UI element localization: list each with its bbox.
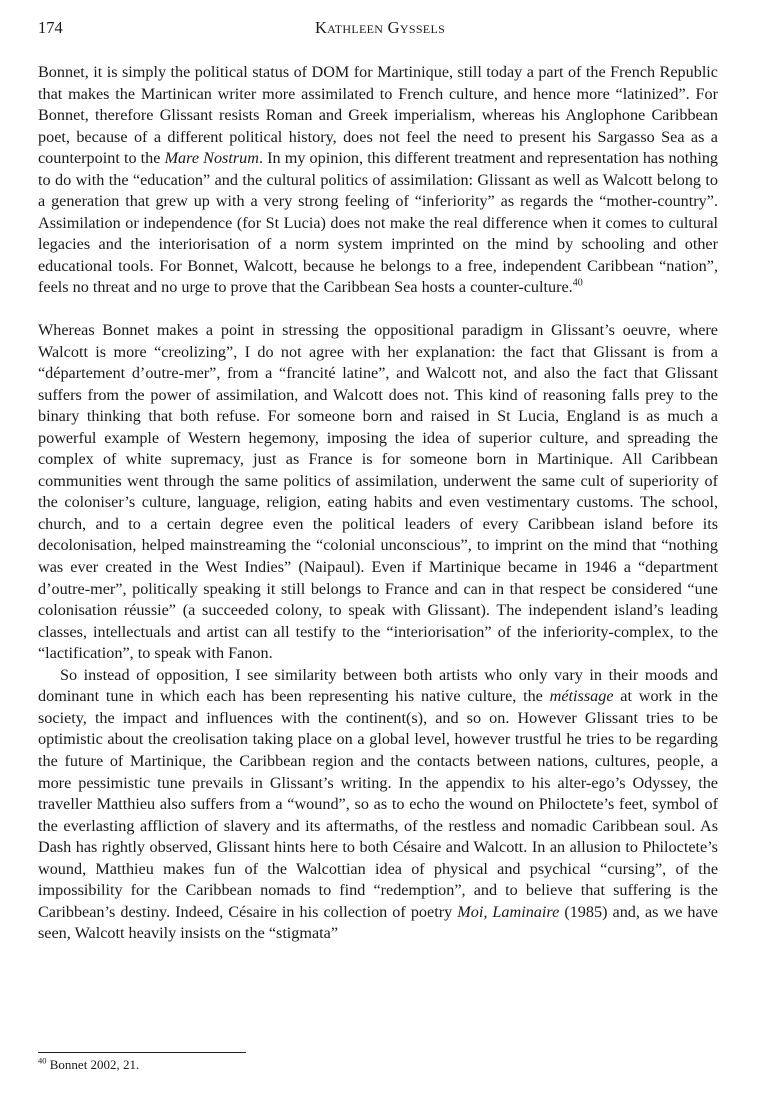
footnote-number: 40 bbox=[38, 1055, 47, 1066]
footnote-divider bbox=[38, 1052, 246, 1053]
moi-laminaire-italic: Moi, Laminaire bbox=[457, 902, 560, 921]
metissage-italic: métissage bbox=[549, 687, 614, 706]
footnote-40 bbox=[38, 1057, 139, 1073]
paragraph-3-text-a: So instead of opposition, I see similarity between both artists who only vary in their moods and dominant tune in which each has been representing his native culture, the bbox=[38, 665, 718, 706]
paragraph-1 bbox=[38, 62, 718, 299]
mare-nostrum-italic: Mare Nostrum bbox=[164, 149, 259, 168]
paragraph-3 bbox=[38, 665, 718, 945]
page-number: 174 bbox=[38, 18, 63, 37]
paragraph-1-text-a: Bonnet, it is simply the political status of DOM for Martinique, still today a part of the French Republic that makes the Martinican writer more assimilated to French culture, and hence more “latinized”. For Bonnet, therefore Glissant resists Roman and Greek imperialism, whereas his Anglophone Caribbean poet, because of a different political history, does not feel the need to present his Sargasso Sea as a counterpoint to the bbox=[38, 63, 718, 168]
footnote-text: Bonnet 2002, 21. bbox=[46, 1057, 140, 1072]
paragraph-3-text-c: (1985) and, as we have seen, Walcott heavily insists on the “stigmata” bbox=[38, 902, 718, 943]
running-head: Kathleen Gyssels bbox=[314, 18, 446, 37]
paragraph-3-text-b: at work in the society, the impact and influences with the continent(s), and so on. However Glissant tries to be optimistic about the creolisation taking place on a global level, however trustful he tries to be regarding the future of Martinique, the Caribbean region and the contacts between nations, cultures, people, a more pessimistic tune prevails in Glissant’s writing. In the appendix to his alter-ego’s Odyssey, the traveller Matthieu also suffers from a “wound”, so as to echo the wound on Philoctete’s feet, symbol of the everlasting affliction of slavery and its aftermaths, of the restless and nomadic Caribbean soul. As Dash has rightly observed, Glissant hints here to both Césaire and Walcott. In an allusion to Philoctete’s wound, Matthieu makes fun of the Walcottian idea of physical and psychical “cursing”, of the impossibility for the Caribbean nomads to find “redemption”, and to believe that suffering is the Caribbean’s destiny. Indeed, Césaire in his collection of poetry bbox=[38, 687, 718, 921]
page-header bbox=[38, 18, 722, 44]
paragraph-2: Whereas Bonnet makes a point in stressing the oppositional paradigm in Glissant’s oeuvre, where Walcott is more “creolizing”, I do not agree with her explanation: the fact that Glissant is from a “département d’outre-mer”, from a “francité latine”, and Walcott not, and also the fact that Glissant suffers from the power of assimilation, and Walcott does not. This kind of reasoning falls prey to the binary thinking that both refuse. For someone born and raised in St Lucia, England is as much a powerful example of Western hegemony, imposing the idea of superior culture, and spreading the complex of white supremacy, just as France is for someone born in Martinique. All Caribbean communities went through the same politics of assimilation, underwent the same cult of superiority of the coloniser’s culture, language, religion, eating habits and even vestimentary customs. The school, church, and to a certain degree even the political leaders of every Caribbean island before its decolonisation, helped mainstreaming the “colonial unconscious”, to imprint on the mind that “nothing was ever created in the West Indies” (Naipaul). Even if Martinique became in 1946 a “department d’outre-mer”, politically speaking it still belongs to France and can in that respect be considered “une colonisation réussie” (a succeeded colony, to speak with Glissant). The independent island’s leading classes, intellectuals and artist can all testify to the “interiorisation” of the inferiority-complex, to the “lactification”, to speak with Fanon. bbox=[38, 321, 718, 663]
footnote-reference-40[interactable]: 40 bbox=[572, 278, 583, 290]
paragraph-1-text-b: . In my opinion, this different treatment and representation has nothing to do with the “education” and the cultural politics of assimilation: Glissant as well as Walcott belong to a generation that grew up with a very strong feeling of “inferiority” as regards the “mother-country”. Assimilation or independence (for St Lucia) does not make the real difference when it comes to cultural legacies and the interiorisation of a norm system imprinted on the mind by schooling and other educational tools. For Bonnet, Walcott, because he belongs to a free, independent Caribbean “nation”, feels no threat and no urge to prove that the Caribbean Sea hosts a counter-culture. bbox=[38, 149, 719, 297]
body-text bbox=[38, 62, 718, 945]
